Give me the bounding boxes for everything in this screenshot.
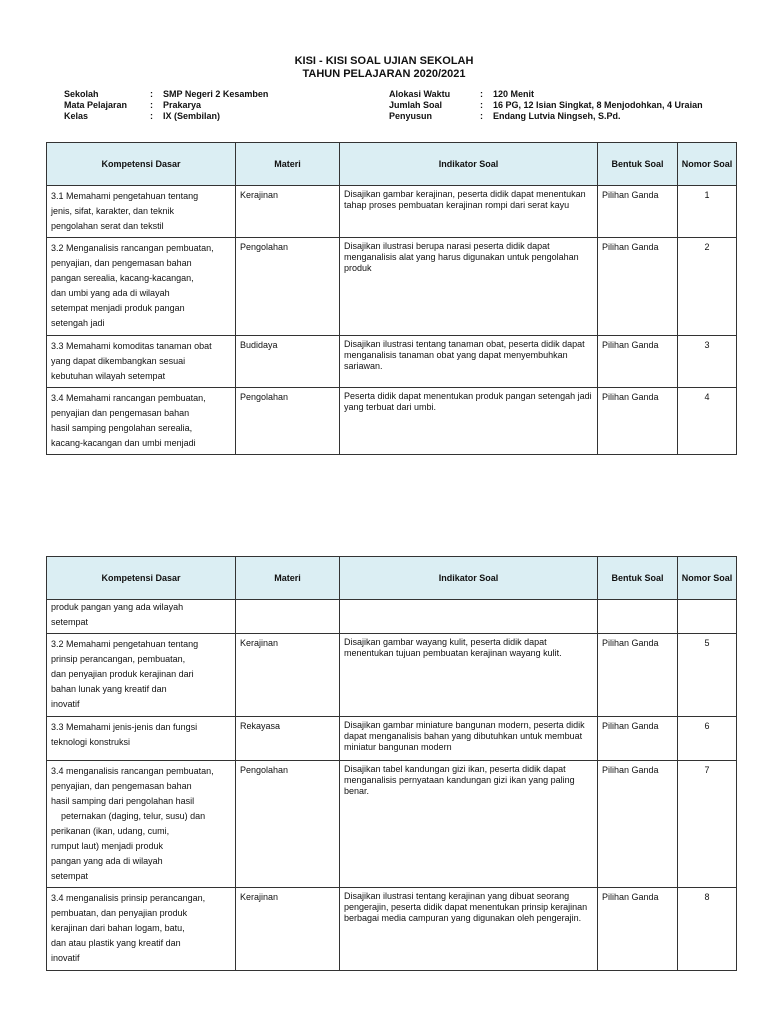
nomor-cell: 2	[678, 238, 737, 336]
indikator-cell: Disajikan tabel kandungan gizi ikan, peserta didik dapat menganalisis pernyataan kandungan gizi ikan yang paling benar.	[340, 761, 598, 888]
indikator-cell: Disajikan ilustrasi berupa narasi peserta didik dapat menganalisis alat yang harus digunakan untuk pengolahan produk	[340, 238, 598, 336]
table-row	[47, 634, 737, 717]
kd-line: dan penyajian produk kerajinan dari	[51, 669, 194, 679]
document-title: KISI - KISI SOAL UJIAN SEKOLAH	[294, 55, 474, 67]
nomor-cell: 5	[678, 634, 737, 717]
nomor-cell: 1	[678, 186, 737, 238]
kd-line: setempat	[51, 871, 89, 881]
nomor-cell: 8	[678, 888, 737, 971]
materi-cell: Budidaya	[236, 336, 340, 388]
info-value: Prakarya	[163, 100, 202, 110]
kd-line: yang dapat dikembangkan sesuai	[51, 356, 186, 366]
header-nomor-soal: Nomor Soal	[678, 557, 737, 600]
kd-line: 3.2 Menganalisis rancangan pembuatan,	[51, 243, 214, 253]
kd-line: kacang-kacangan dan umbi menjadi	[51, 438, 196, 448]
kd-line: produk pangan yang ada wilayah	[51, 602, 184, 612]
info-colon: :	[480, 111, 483, 121]
bentuk-cell	[598, 600, 678, 634]
kd-line: prinsip perancangan, pembuatan,	[51, 654, 186, 664]
kd-line: dan atau plastik yang kreatif dan	[51, 938, 181, 948]
kd-line: 3.3 Memahami komoditas tanaman obat	[51, 341, 212, 351]
bentuk-cell: Pilihan Ganda	[598, 888, 678, 971]
kd-cell	[47, 761, 236, 888]
info-row	[64, 111, 268, 122]
kd-line: kerajinan dari bahan logam, batu,	[51, 923, 185, 933]
kd-cell	[47, 888, 236, 971]
kd-line: setempat menjadi produk pangan	[51, 303, 185, 313]
kd-line: 3.4 menganalisis prinsip perancangan,	[51, 893, 206, 903]
nomor-cell: 6	[678, 717, 737, 761]
header-materi: Materi	[236, 143, 340, 186]
table-row	[47, 336, 737, 388]
kd-line: inovatif	[51, 699, 80, 709]
info-label: Alokasi Waktu	[389, 89, 451, 99]
indikator-cell	[340, 600, 598, 634]
kd-cell	[47, 336, 236, 388]
info-colon: :	[480, 100, 483, 110]
info-right	[389, 89, 703, 122]
kd-line: hasil samping dari pengolahan hasil	[51, 796, 195, 806]
header-kompetensi-dasar: Kompetensi Dasar	[47, 143, 236, 186]
indikator-cell: Disajikan gambar wayang kulit, peserta didik dapat menentukan tujuan pembuatan kerajinan wayang kulit.	[340, 634, 598, 717]
bentuk-cell: Pilihan Ganda	[598, 388, 678, 455]
kd-line: peternakan (daging, telur, susu) dan	[61, 811, 206, 821]
kd-cell	[47, 238, 236, 336]
table-row	[47, 186, 737, 238]
bentuk-cell: Pilihan Ganda	[598, 186, 678, 238]
kd-line: pengolahan serat dan tekstil	[51, 221, 164, 231]
kd-line: bahan lunak yang kreatif dan	[51, 684, 167, 694]
header-indikator-soal: Indikator Soal	[340, 143, 598, 186]
kd-line: penyajian, dan pengemasan bahan	[51, 258, 192, 268]
materi-cell	[236, 600, 340, 634]
table-row	[47, 888, 737, 971]
table-header-row	[47, 143, 737, 186]
info-row	[389, 111, 703, 122]
kd-cell	[47, 186, 236, 238]
materi-cell: Kerajinan	[236, 888, 340, 971]
header-nomor-soal: Nomor Soal	[678, 143, 737, 186]
kd-line: pangan yang ada di wilayah	[51, 856, 163, 866]
kd-line: 3.4 menganalisis rancangan pembuatan,	[51, 766, 214, 776]
kd-line: pembuatan, dan penyajian produk	[51, 908, 188, 918]
nomor-cell: 7	[678, 761, 737, 888]
info-colon: :	[150, 111, 153, 121]
indikator-cell: Disajikan ilustrasi tentang tanaman obat, peserta didik dapat menganalisis tanaman obat yang dapat menyembuhkan sariawan.	[340, 336, 598, 388]
info-label: Penyusun	[389, 111, 433, 121]
header-materi: Materi	[236, 557, 340, 600]
kd-cell	[47, 717, 236, 761]
info-colon: :	[480, 89, 483, 99]
kd-cell	[47, 388, 236, 455]
bentuk-cell: Pilihan Ganda	[598, 238, 678, 336]
info-row	[64, 100, 268, 111]
info-row	[389, 100, 703, 111]
bentuk-cell: Pilihan Ganda	[598, 761, 678, 888]
info-value: 120 Menit	[493, 89, 535, 99]
kd-line: penyajian, dan pengemasan bahan	[51, 781, 192, 791]
kd-line: kebutuhan wilayah setempat	[51, 371, 166, 381]
materi-cell: Pengolahan	[236, 761, 340, 888]
nomor-cell: 4	[678, 388, 737, 455]
bentuk-cell: Pilihan Ganda	[598, 634, 678, 717]
materi-cell: Kerajinan	[236, 186, 340, 238]
info-colon: :	[150, 89, 153, 99]
indikator-cell: Peserta didik dapat menentukan produk pangan setengah jadi yang terbuat dari umbi.	[340, 388, 598, 455]
header-kompetensi-dasar: Kompetensi Dasar	[47, 557, 236, 600]
indikator-cell: Disajikan ilustrasi tentang kerajinan yang dibuat seorang pengerajin, peserta didik dapat menentukan prinsip kerajinan berbagai media campuran yang digunakan oleh pengerajin.	[340, 888, 598, 971]
header-indikator-soal: Indikator Soal	[340, 557, 598, 600]
table-header-row	[47, 557, 737, 600]
materi-cell: Kerajinan	[236, 634, 340, 717]
info-label: Sekolah	[64, 89, 99, 99]
kd-cell	[47, 634, 236, 717]
kd-cell	[47, 600, 236, 634]
kd-line: dan umbi yang ada di wilayah	[51, 288, 170, 298]
info-row	[389, 89, 703, 100]
bentuk-cell: Pilihan Ganda	[598, 717, 678, 761]
kd-line: inovatif	[51, 953, 80, 963]
kd-line: rumput laut) menjadi produk	[51, 841, 164, 851]
kd-line: setempat	[51, 617, 89, 627]
info-value: 16 PG, 12 Isian Singkat, 8 Menjodohkan, 4 Uraian	[493, 100, 703, 110]
indikator-cell: Disajikan gambar kerajinan, peserta didik dapat menentukan tahap proses pembuatan kerajinan rompi dari serat kayu	[340, 186, 598, 238]
info-label: Jumlah Soal	[389, 100, 443, 110]
table-row-continuation	[47, 600, 737, 634]
document-subtitle: TAHUN PELAJARAN 2020/2021	[302, 68, 466, 80]
info-left	[64, 89, 268, 122]
info-row	[64, 89, 268, 100]
header-bentuk-soal: Bentuk Soal	[598, 557, 678, 600]
info-colon: :	[150, 100, 153, 110]
kd-line: 3.3 Memahami jenis-jenis dan fungsi	[51, 722, 198, 732]
info-value: IX (Sembilan)	[163, 111, 221, 121]
materi-cell: Rekayasa	[236, 717, 340, 761]
header-bentuk-soal: Bentuk Soal	[598, 143, 678, 186]
kd-line: 3.1 Memahami pengetahuan tentang	[51, 191, 199, 201]
info-label: Mata Pelajaran	[64, 100, 128, 110]
info-label: Kelas	[64, 111, 89, 121]
info-value: SMP Negeri 2 Kesamben	[163, 89, 269, 99]
kd-line: penyajian dan pengemasan bahan	[51, 408, 190, 418]
kd-line: jenis, sifat, karakter, dan teknik	[51, 206, 175, 216]
nomor-cell	[678, 600, 737, 634]
info-value: Endang Lutvia Ningseh, S.Pd.	[493, 111, 621, 121]
kisi-table-1	[46, 142, 737, 455]
indikator-cell: Disajikan gambar miniature bangunan modern, peserta didik dapat menganalisis bahan yang dibutuhkan untuk membuat miniatur bangunan modern	[340, 717, 598, 761]
table-row	[47, 238, 737, 336]
table-row	[47, 761, 737, 888]
kd-line: perikanan (ikan, udang, cumi,	[51, 826, 170, 836]
table-row	[47, 388, 737, 455]
table-row	[47, 717, 737, 761]
kd-line: 3.2 Memahami pengetahuan tentang	[51, 639, 199, 649]
materi-cell: Pengolahan	[236, 388, 340, 455]
kd-line: pangan serealia, kacang-kacangan,	[51, 273, 194, 283]
kd-line: 3.4 Memahami rancangan pembuatan,	[51, 393, 206, 403]
nomor-cell: 3	[678, 336, 737, 388]
kisi-table-2	[46, 556, 737, 971]
materi-cell: Pengolahan	[236, 238, 340, 336]
kd-line: hasil samping pengolahan serealia,	[51, 423, 193, 433]
bentuk-cell: Pilihan Ganda	[598, 336, 678, 388]
kd-line: setengah jadi	[51, 318, 105, 328]
kd-line: teknologi konstruksi	[51, 737, 131, 747]
